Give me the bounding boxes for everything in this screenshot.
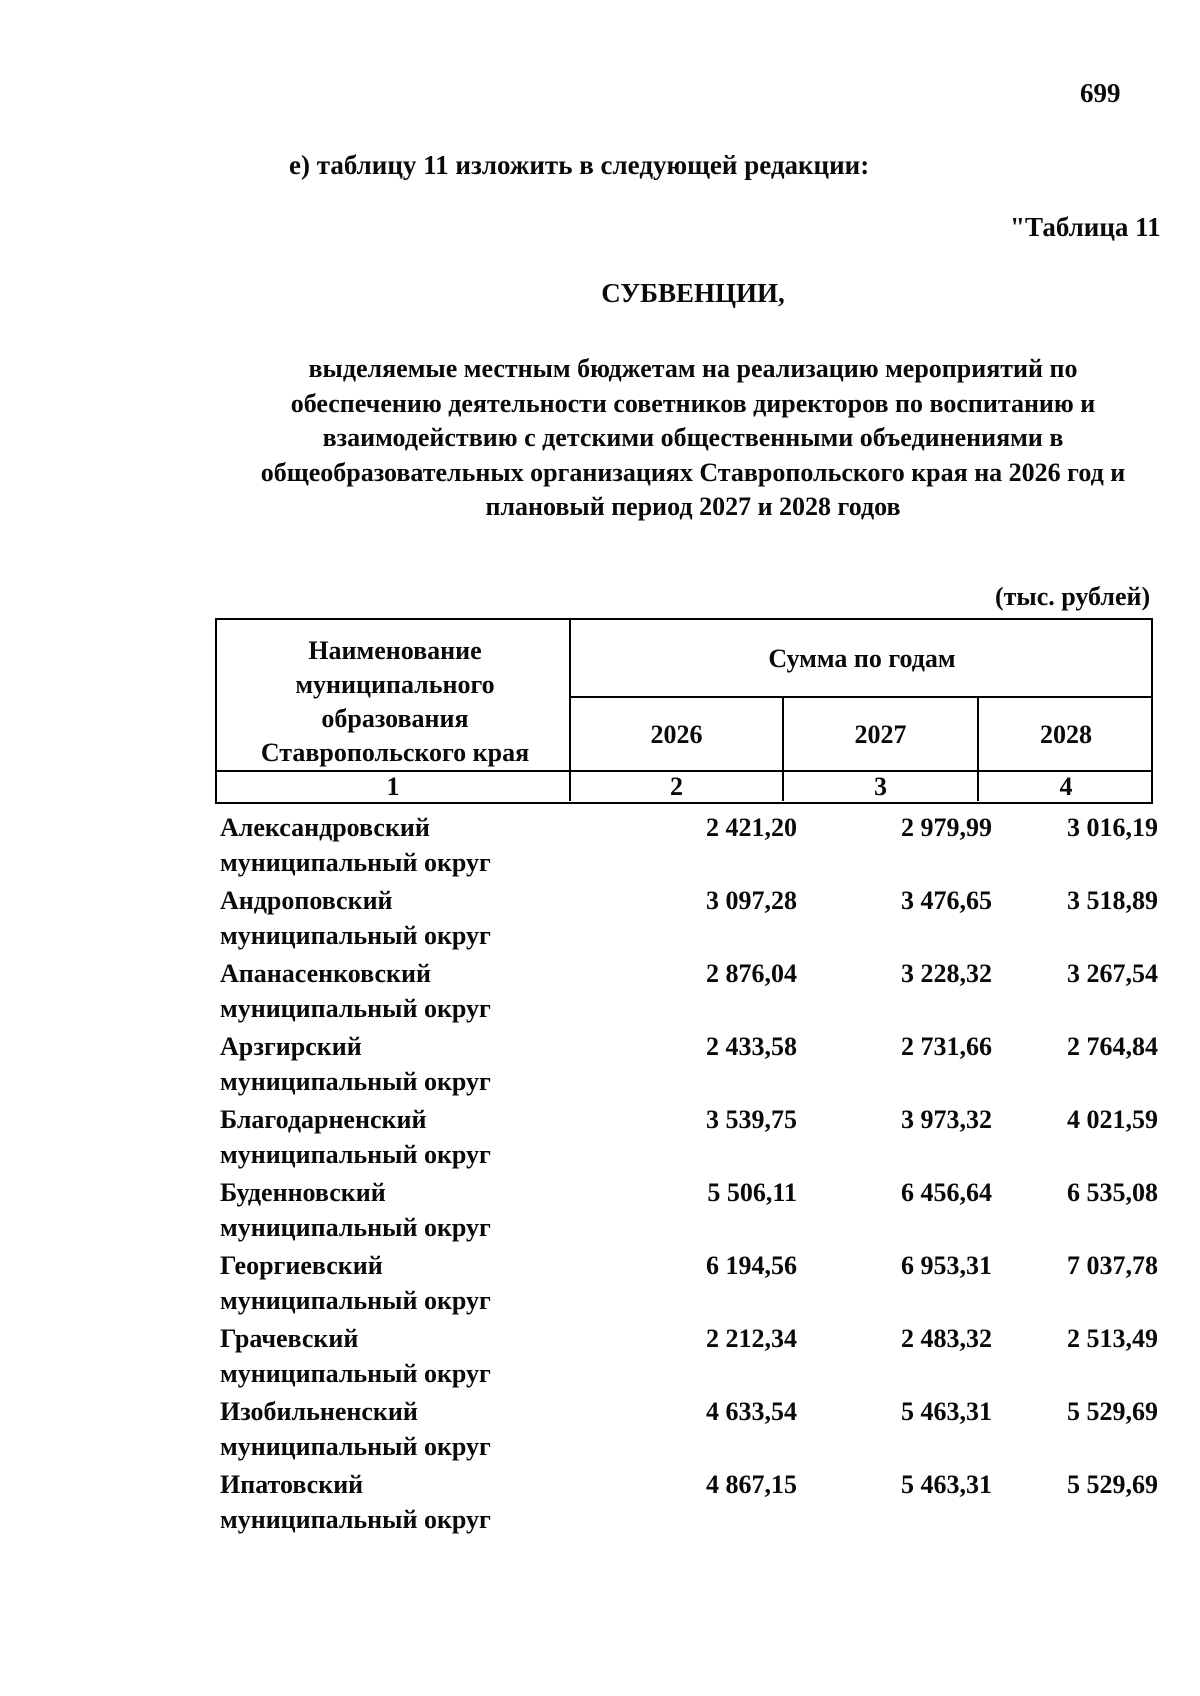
row-divider [569, 696, 1153, 698]
municipality-name: Андроповский муниципальный округ [220, 886, 491, 950]
table-row [220, 1102, 1160, 1175]
header-year-cell: 2027 [854, 720, 907, 749]
value-2026: 2 421,20 [706, 813, 797, 842]
table-row [220, 1394, 1160, 1467]
value-2027: 3 973,32 [901, 1105, 992, 1134]
municipality-name: Георгиевский муниципальный округ [220, 1251, 491, 1315]
table-caption: "Таблица 11 [1010, 212, 1161, 242]
document-subtitle: выделяемые местным бюджетам на реализацию мероприятий по обеспечению деятельности советников директоров по воспитанию и взаимодействию с детскими общественными объединениями в общеобразовательных организациях Ставропольского края на 2026 год и плановый период 2027 и 2028 годов [260, 354, 1126, 521]
municipality-name: Благодарненский муниципальный округ [220, 1105, 491, 1169]
value-2028: 2 764,84 [1067, 1032, 1158, 1061]
value-2026: 2 876,04 [706, 959, 797, 988]
table-row [220, 1321, 1160, 1394]
document-title: СУБВЕНЦИИ, [601, 278, 785, 308]
value-2028: 3 267,54 [1067, 959, 1158, 988]
value-2028: 5 529,69 [1067, 1470, 1158, 1499]
value-2026: 3 097,28 [706, 886, 797, 915]
column-number-cell: 3 [874, 772, 887, 801]
municipality-name: Александровский муниципальный округ [220, 813, 491, 877]
table-row [220, 1248, 1160, 1321]
header-name-cell: Наименование муниципального образования Ставропольского края [260, 636, 530, 767]
column-number-cell: 4 [1059, 772, 1073, 801]
table-body [220, 810, 1160, 1540]
table-row [220, 1175, 1160, 1248]
value-2028: 6 535,08 [1067, 1178, 1158, 1207]
value-2027: 3 228,32 [901, 959, 992, 988]
units-label: (тыс. рублей) [995, 582, 1151, 611]
value-2028: 7 037,78 [1067, 1251, 1158, 1280]
table-header [215, 618, 1153, 804]
header-sum-cell: Сумма по годам [768, 644, 956, 673]
value-2028: 5 529,69 [1067, 1397, 1158, 1426]
value-2028: 2 513,49 [1067, 1324, 1158, 1353]
municipality-name: Ипатовский муниципальный округ [220, 1470, 491, 1534]
column-number-cell: 1 [386, 772, 400, 801]
municipality-name: Апанасенковский муниципальный округ [220, 959, 491, 1023]
value-2027: 3 476,65 [901, 886, 992, 915]
value-2026: 5 506,11 [707, 1178, 797, 1207]
value-2026: 3 539,75 [706, 1105, 797, 1134]
value-2027: 5 463,31 [901, 1397, 992, 1426]
table-row [220, 956, 1160, 1029]
value-2027: 6 953,31 [901, 1251, 992, 1280]
municipality-name: Арзгирский муниципальный округ [220, 1032, 491, 1096]
value-2027: 6 456,64 [901, 1178, 992, 1207]
value-2027: 2 731,66 [901, 1032, 992, 1061]
municipality-name: Грачевский муниципальный округ [220, 1324, 491, 1388]
value-2026: 4 633,54 [706, 1397, 797, 1426]
column-number-cell: 2 [670, 772, 683, 801]
value-2026: 4 867,15 [706, 1470, 797, 1499]
municipality-name: Изобильненский муниципальный округ [220, 1397, 491, 1461]
municipality-name: Буденновский муниципальный округ [220, 1178, 491, 1242]
table-row [220, 883, 1160, 956]
header-year-cell: 2026 [650, 720, 703, 749]
value-2027: 5 463,31 [901, 1470, 992, 1499]
header-year-cell: 2028 [1040, 720, 1092, 749]
table-row [220, 810, 1160, 883]
value-2027: 2 979,99 [901, 813, 992, 842]
value-2028: 3 016,19 [1067, 813, 1158, 842]
value-2027: 2 483,32 [901, 1324, 992, 1353]
table-row [220, 1029, 1160, 1102]
page-number: 699 [1080, 78, 1121, 108]
value-2028: 4 021,59 [1067, 1105, 1158, 1134]
value-2026: 6 194,56 [706, 1251, 797, 1280]
table-row [220, 1467, 1160, 1540]
value-2026: 2 212,34 [706, 1324, 797, 1353]
value-2026: 2 433,58 [706, 1032, 797, 1061]
intro-paragraph: е) таблицу 11 изложить в следующей редакции: [289, 150, 870, 180]
value-2028: 3 518,89 [1067, 886, 1158, 915]
